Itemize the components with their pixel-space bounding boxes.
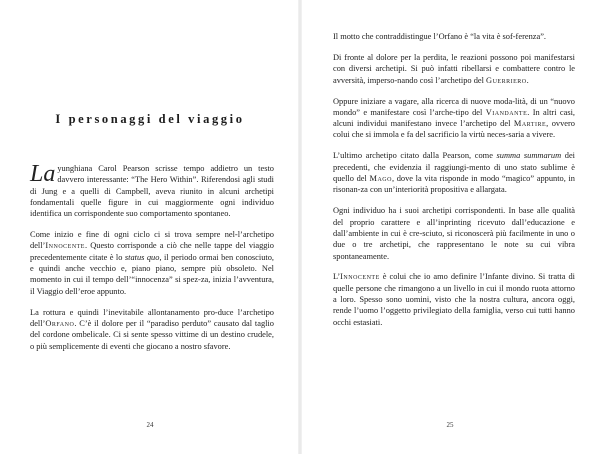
chapter-title: I personaggi del viaggio	[55, 112, 245, 126]
archetype-name: Viandante	[485, 107, 528, 117]
paragraph	[30, 163, 274, 219]
text-run: . Questo corrisponde a ciò che nelle tappe del viaggio precedentemente citate è lo	[30, 241, 274, 262]
text-run: . C’è il dolore per il “paradiso perduto” causato dal taglio del cordone ombelicale. Ci si sente spesso vittime di un destino crudele, o più semplicemente di eventi che giocano a nostro sfavore.	[30, 318, 274, 351]
text-run: , il periodo ormai ben conosciuto, e quindi anche vecchio e, piano piano, sempre più obsoleto. Nel momento in cui il tempo dell’“innocenza” si spez-za, inizia l’avventura, il Viaggio dell’eroe appunto.	[30, 252, 274, 296]
right-page-text	[333, 31, 575, 338]
text-run: dei precedenti, che evidenzia il raggiungi-mento di uno stato sublime è quello del	[333, 151, 575, 184]
page-number: 24	[146, 421, 154, 429]
text-run: L’ultimo archetipo citato dalla Pearson, come	[333, 151, 497, 161]
text-run: è colui che io amo definire l’Infante divino. Si tratta di quelle persone che rimangono a un livello in cui il mondo ruota attorno a loro. Spesso sono uomini, visto che la nostra cultura, ancora oggi, rende l’uomo l’oggetto privilegiato della famiglia, verso cui tutti hanno occhi estasiati.	[333, 272, 575, 327]
right-page	[300, 0, 600, 454]
emphasis-text: summa summarum	[496, 151, 562, 161]
page-number: 25	[446, 421, 454, 429]
paragraph	[333, 205, 575, 261]
text-run: Di fronte al dolore per la perdita, le reazioni possono poi manifestarsi con diversi archetipi. Si può infatti ribellarsi e combattere contro le avversità, imperso-nando così l’archetipo del	[333, 52, 575, 85]
archetype-name: Martire	[513, 119, 547, 129]
text-run: yunghiana Carol Pearson scrisse tempo addietro un testo davvero interessante: “The Hero Within”. Riferendosi agli studi di Jung e a quelli di Campbell, aveva riunito in alcuni archetipi fondamentali quelle figure in cui maggiormente ogni individuo identifica un corrispondente suo comportamento spontaneo.	[30, 164, 274, 219]
paragraph	[333, 150, 575, 195]
text-run: , ovvero colui che si immola e fa del sacrificio la virtù neces-saria a vivere.	[333, 119, 575, 140]
paragraph	[30, 229, 274, 297]
archetype-name: Innocente	[45, 241, 85, 251]
text-run: Ogni individuo ha i suoi archetipi corrispondenti. In base alle qualità del proprio carattere e all’inprinting ricevuto dall’educazione e dall’ambiente in cui è cre-sciuto, si riconoscerà più facilmente in uno o due o tre archetipi, che rappresentano le note su cui vibra spontaneamente.	[333, 206, 575, 261]
text-run: . In altri casi, alcuni individui manifestano invece l’archetipo del	[333, 107, 575, 129]
paragraph-text	[30, 161, 274, 219]
archetype-name: Mago	[369, 174, 392, 184]
text-run: Il motto che contraddistingue l’Orfano è “la vita è sof-ferenza”.	[333, 32, 547, 41]
text-run: Oppure iniziare a vagare, alla ricerca di nuove moda-lità, di un “nuovo mondo” e manifestare così l’arche-tipo del	[333, 96, 575, 117]
paragraph	[30, 307, 274, 352]
archetype-name: Innocente	[340, 272, 380, 282]
text-run: La rottura e quindi l’inevitabile allontanamento pro-duce l’archetipo dell’	[30, 307, 274, 328]
paragraph	[333, 96, 575, 141]
paragraph	[333, 271, 575, 327]
paragraph	[333, 52, 575, 86]
emphasis-text: status quo	[124, 252, 160, 262]
archetype-name: Guerriero	[486, 75, 527, 85]
paragraph	[333, 31, 575, 42]
left-page-text	[30, 163, 274, 362]
text-run: L’	[333, 272, 341, 282]
text-run: Come inizio e fine di ogni ciclo ci si trova sempre nel-l’archetipo dell’	[30, 230, 274, 251]
drop-cap: La	[30, 161, 56, 187]
text-run: , dove la vita risponde in modo “magico” appunto, in risonan-za con un’interiorità propositiva e allargata.	[333, 174, 575, 195]
archetype-name: Orfano	[45, 318, 75, 328]
text-run: .	[526, 75, 529, 85]
